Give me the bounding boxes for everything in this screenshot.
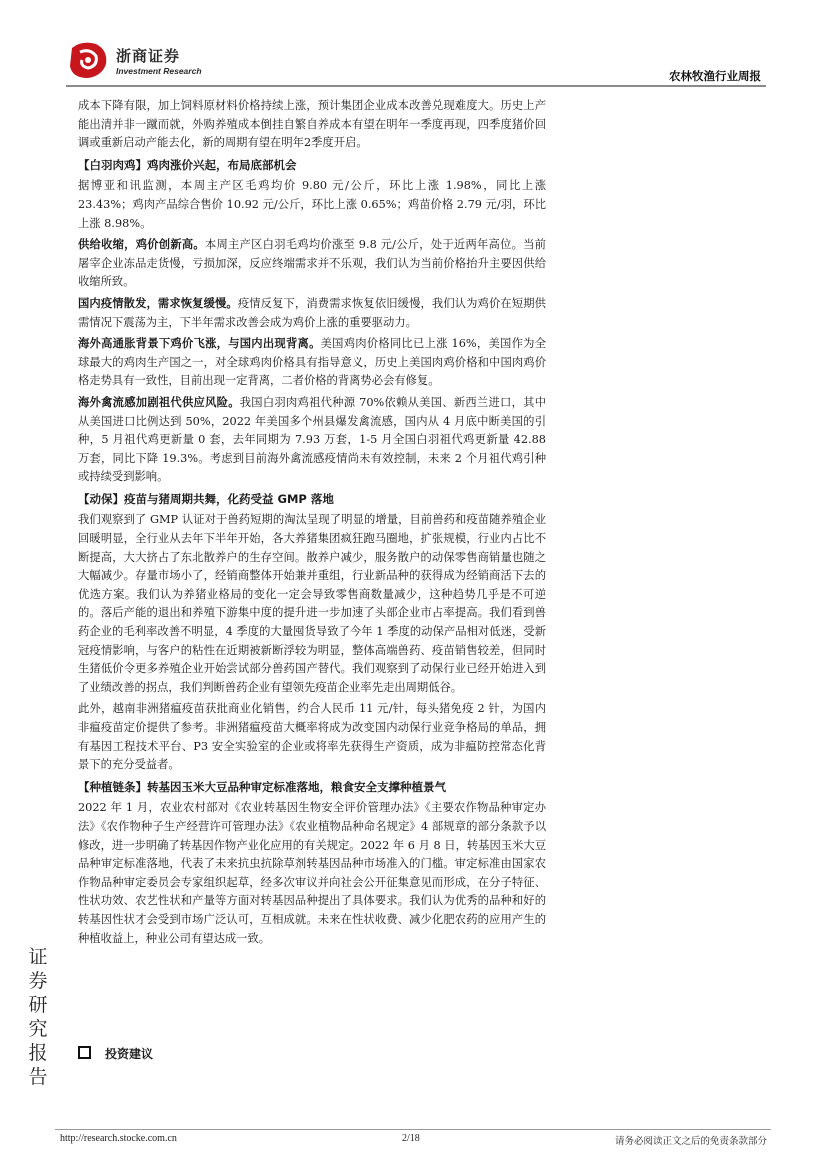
- section-heading-broiler: 【白羽肉鸡】鸡肉涨价兴起，布局底部机会: [78, 157, 297, 172]
- lead-overseas-price: 海外高通胀背景下鸡价飞涨，与国内出现背离。: [78, 337, 321, 351]
- page-header: [0, 0, 827, 90]
- report-type-title: 农林牧渔行业周报: [669, 69, 761, 83]
- header-divider: [66, 85, 766, 87]
- lead-avian-flu: 海外禽流感加剧祖代供应风险。: [78, 395, 240, 409]
- footer-url[interactable]: http://research.stocke.com.cn: [60, 1133, 177, 1144]
- text-supply: 本周主产区白羽毛鸡均价涨至 9.8 元/公斤，处于近两年高位。当前屠宰企业冻品走货慢，亏损加深，反应终端需求并不乐观，我们认为当前价格抬升主要因供给收缩所致。: [78, 238, 546, 289]
- paragraph-asf-vaccine: 此外，越南非洲猪瘟疫苗获批商业化销售，约合人民币 11 元/针，每头猪免疫 2 针，为国内非瘟疫苗定价提供了参考。非洲猪瘟疫苗大概率将成为改变国内动保行业竞争格局的单品，拥有基因工程技术平台、P3 安全实验室的企业或将率先获得生产资质，成为非瘟防控常态化背景下的充分受益者。: [78, 702, 546, 772]
- paragraph-overseas-price: [78, 335, 546, 391]
- side-label-securities-report: 证券研究报告: [28, 946, 48, 1088]
- brand-name-en: Investment Research: [116, 66, 202, 76]
- zheshang-logo-icon: [66, 40, 110, 80]
- page-number: 2/18: [402, 1133, 420, 1144]
- text-demand: 疫情反复下，消费需求恢复依旧缓慢，我们认为鸡价在短期供需情况下震荡为主，下半年需求改善会成为鸡价上涨的重要驱动力。: [78, 296, 546, 329]
- lead-supply: 供给收缩，鸡价创新高。: [78, 238, 205, 252]
- report-body: [78, 97, 546, 951]
- paragraph-broiler-prices: 据博亚和讯监测，本周主产区毛鸡均价 9.80 元/公斤，环比上涨 1.98%，同比上涨 23.43%；鸡肉产品综合售价 10.92 元/公斤，环比上涨 0.65%；鸡苗价格 2.79 元/羽，环比上涨 8.98%。: [78, 179, 546, 230]
- invest-advice-heading: [78, 1045, 153, 1062]
- paragraph-demand: [78, 295, 546, 332]
- section-heading-seed: 【种植链条】转基因玉米大豆品种审定标准落地，粮食安全支撑种植景气: [78, 779, 446, 794]
- paragraph-gm-crops: 2022 年 1 月，农业农村部对《农业转基因生物安全评价管理办法》《主要农作物品种审定办法》《农作物种子生产经营许可管理办法》《农业植物品种命名规定》4 部规章的部分条款予以修改，进一步明确了转基因作物产业化应用的有关规定。2022 年 6 月 8 日，转基因玉米大豆品种审定标准落地，代表了未来抗虫抗除草剂转基因品种市场准入的门槛。审定标准由国家农作物品种审定委员会专家组织起草，经多次审议并向社会公开征集意见而形成，在分子特征、性状功效、农艺性状和产量等方面对转基因品种提出了具体要求。我们认为优秀的品种和好的转基因性状才会受到市场广泛认可，互相成就。未来在性状收费、减少化肥农药的应用产生的种植收益上，种业公司有望达成一致。: [78, 801, 546, 945]
- text-overseas-price: 美国鸡肉价格同比已上涨 16%，美国作为全球最大的鸡肉生产国之一，对全球鸡肉价格具有指导意义，历史上美国肉鸡价格和中国肉鸡价格走势具有一致性，目前出现一定背离，二者价格的背离势必会有修复。: [78, 337, 546, 388]
- footer-divider: [55, 1129, 771, 1130]
- paragraph-gmp: 我们观察到了 GMP 认证对于兽药短期的淘汰呈现了明显的增量，目前兽药和疫苗随养殖企业回暖明显，全行业从去年下半年开始，各大养猪集团疯狂跑马圈地，扩张规模，行业内占比不断提高，大大挤占了东北散养户的生存空间。散养户减少，服务散户的动保零售商销量也随之大幅减少。存量市场小了，经销商整体开始兼并重组，行业新品种的获得成为经销商活下去的优选方案。我们认为养猪业格局的变化一定会导致零售商数量减少，这种趋势几乎是不可逆的。落后产能的退出和养殖下游集中度的提升进一步加速了头部企业市占率提高。我们看到兽药企业的毛利率改善不明显，4 季度的大量囤货导致了今年 1 季度的动保产品相对低迷，受新冠疫情影响，与客户的粘性在近期被新断浮较为明显，整体高端兽药、疫苗销售较差，但同时生猪低价令更多养殖企业开始尝试部分兽药国产替代。我们观察到了动保行业已经开始进入到了业绩改善的拐点，我们判断兽药企业有望领先疫苗企业率先走出周期低谷。: [78, 513, 546, 694]
- checkbox-bullet-icon: [78, 1046, 91, 1059]
- section-heading-animal-health: 【动保】疫苗与猪周期共舞，化药受益 GMP 落地: [78, 491, 334, 506]
- text-avian-flu: 我国白羽肉鸡祖代种源 70%依赖从美国、新西兰进口，其中从美国进口比例达到 50%，2022 年美国多个州县爆发禽流感，国内从 4 月底中断美国的引种，5 月祖代鸡更新量 0 套，去年同期为 7.93 万套，1-5 月全国白羽祖代鸡更新量 42.88 万套，同比下降 19.3%。考虑到目前海外禽流感疫情尚未有效控制，未来 2 个月祖代鸡引种或持续受到影响。: [78, 395, 546, 484]
- paragraph-pig-cycle: 成本下降有限，加上饲料原材料价格持续上涨，预计集团企业成本改善兑现难度大。历史上产能出清并非一蹴而就，外购养殖成本倒挂自繁自养成本有望在明年一季度再现，四季度猪价回调或重新启动产能去化，新的周期有望在明年2季度开启。: [78, 99, 546, 150]
- paragraph-avian-flu: [78, 394, 546, 487]
- paragraph-supply: [78, 236, 546, 292]
- brand-name-cn: 浙商证券: [116, 47, 181, 65]
- invest-advice-label: 投资建议: [105, 1047, 154, 1061]
- lead-demand: 国内疫情散发，需求恢复缓慢。: [78, 296, 238, 310]
- disclaimer-note: 请务必阅读正文之后的免责条款部分: [614, 1136, 767, 1147]
